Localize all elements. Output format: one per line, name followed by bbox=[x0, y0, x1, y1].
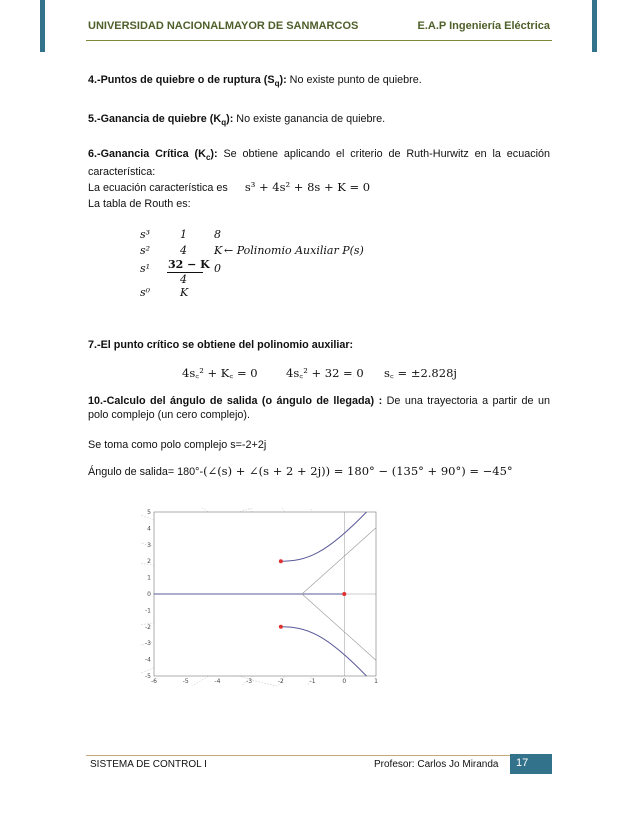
x-tick-label: -6 bbox=[151, 678, 157, 685]
routh-row-s3: s³ bbox=[140, 228, 151, 241]
y-tick-label: 0 bbox=[147, 591, 151, 598]
routh-table bbox=[140, 226, 380, 306]
routh-label: La tabla de Routh es: bbox=[88, 198, 191, 210]
item-7-label: 7.-El punto crítico se obtiene del polinomio auxiliar: bbox=[88, 339, 354, 351]
x-tick-label: -1 bbox=[309, 678, 316, 685]
item-4-end: ): bbox=[279, 74, 287, 86]
page-header bbox=[88, 20, 550, 40]
y-tick-label: 4 bbox=[147, 525, 151, 533]
y-tick-label: -2 bbox=[145, 623, 151, 631]
routh-c1-num: 32 − K bbox=[168, 258, 210, 271]
routh-row-s1: s¹ bbox=[140, 262, 151, 275]
polo-text: Se toma como polo complejo s=-2+2j bbox=[88, 439, 267, 451]
x-tick-label: -3 bbox=[246, 678, 253, 685]
page-footer bbox=[86, 756, 552, 774]
routh-c2-r2: K bbox=[214, 244, 223, 257]
routh-c1-r2: 4 bbox=[180, 244, 187, 257]
item-5 bbox=[88, 112, 550, 130]
header-rule bbox=[86, 40, 552, 41]
page-number: 17 bbox=[516, 757, 529, 769]
routh-c2-r1: 8 bbox=[214, 228, 221, 241]
x-tick-label: -2 bbox=[277, 678, 284, 685]
x-tick-label: -4 bbox=[214, 678, 221, 685]
y-tick-label: 5 bbox=[147, 509, 151, 516]
item-10-label: 10.-Calculo del ángulo de salida (o ángulo de llegada) : bbox=[88, 395, 383, 407]
angle-line bbox=[88, 464, 550, 479]
y-tick-label: 3 bbox=[147, 541, 151, 549]
y-tick-label: -1 bbox=[145, 607, 151, 615]
eq-7c: s꜀ = ±2.828j bbox=[384, 366, 457, 380]
item-10 bbox=[88, 394, 550, 422]
pole-marker bbox=[279, 625, 283, 629]
x-tick-label: 0 bbox=[342, 678, 347, 685]
char-eq-label: La ecuación característica es bbox=[88, 182, 228, 194]
routh-c1-r1: 1 bbox=[180, 228, 187, 241]
item-4 bbox=[88, 73, 550, 91]
item-6 bbox=[88, 147, 550, 179]
item-4-label: 4.-Puntos de quiebre o de ruptura (S bbox=[88, 74, 275, 86]
pole-marker bbox=[279, 559, 283, 563]
course-name: SISTEMA DE CONTROL I bbox=[90, 759, 207, 770]
right-page-bar bbox=[592, 0, 597, 52]
angle-eq: (∠(s) + ∠(s + 2 + 2j)) = 180° − (135° + 90°) = −45° bbox=[203, 464, 513, 478]
eq-7b: 4s꜀² + 32 = 0 bbox=[286, 366, 364, 380]
x-tick-label: -5 bbox=[182, 678, 189, 685]
routh-c2-r3: 0 bbox=[214, 262, 221, 275]
y-tick-label: 2 bbox=[147, 558, 151, 566]
professor-name: Profesor: Carlos Jo Miranda bbox=[374, 759, 499, 770]
char-eq: s³ + 4s² + 8s + K = 0 bbox=[244, 180, 371, 194]
y-tick-label: -3 bbox=[145, 640, 151, 648]
item-5-end: ): bbox=[226, 113, 234, 125]
item-5-label: 5.-Ganancia de quiebre (K bbox=[88, 113, 222, 125]
routh-row-s2: s² bbox=[140, 244, 151, 257]
school-name: E.A.P Ingeniería Eléctrica bbox=[417, 20, 550, 32]
y-tick-label: -4 bbox=[145, 656, 151, 664]
routh-c1-den: 4 bbox=[180, 273, 187, 286]
eq-7a: 4s꜀² + K꜀ = 0 bbox=[182, 366, 258, 380]
angle-label: Ángulo de salida= 180°- bbox=[88, 466, 204, 478]
item-6-text: Se obtiene aplicando el criterio de Ruth-Hurwitz en la ecuación característica: bbox=[88, 148, 551, 179]
item-4-sub: q bbox=[274, 79, 280, 89]
item-10-text: De una trayectoria a partir de un polo complejo (un cero complejo). bbox=[88, 395, 550, 421]
y-tick-label: -5 bbox=[145, 673, 151, 680]
item-5-sub: q bbox=[221, 118, 227, 128]
item-6-label: 6.-Ganancia Crítica (K bbox=[88, 148, 206, 160]
char-eq-line bbox=[88, 180, 550, 195]
item-4-text: No existe punto de quiebre. bbox=[286, 74, 422, 86]
y-tick-label: 1 bbox=[147, 574, 151, 582]
x-tick-label: 1 bbox=[374, 678, 378, 685]
left-page-bar bbox=[40, 0, 45, 52]
routh-aux-label: ← Polinomio Auxiliar P(s) bbox=[224, 244, 364, 257]
pole-marker bbox=[342, 592, 346, 596]
routh-row-s0: s⁰ bbox=[140, 286, 151, 299]
routh-c1-r4: K bbox=[180, 286, 189, 299]
item-6-sub: c bbox=[205, 153, 211, 163]
institution-name: UNIVERSIDAD NACIONALMAYOR DE SANMARCOS bbox=[88, 20, 359, 32]
item-6-end: ): bbox=[210, 148, 218, 160]
root-locus-plot bbox=[140, 508, 380, 686]
page-number-box bbox=[510, 754, 552, 774]
item-5-text: No existe ganancia de quiebre. bbox=[233, 113, 386, 125]
